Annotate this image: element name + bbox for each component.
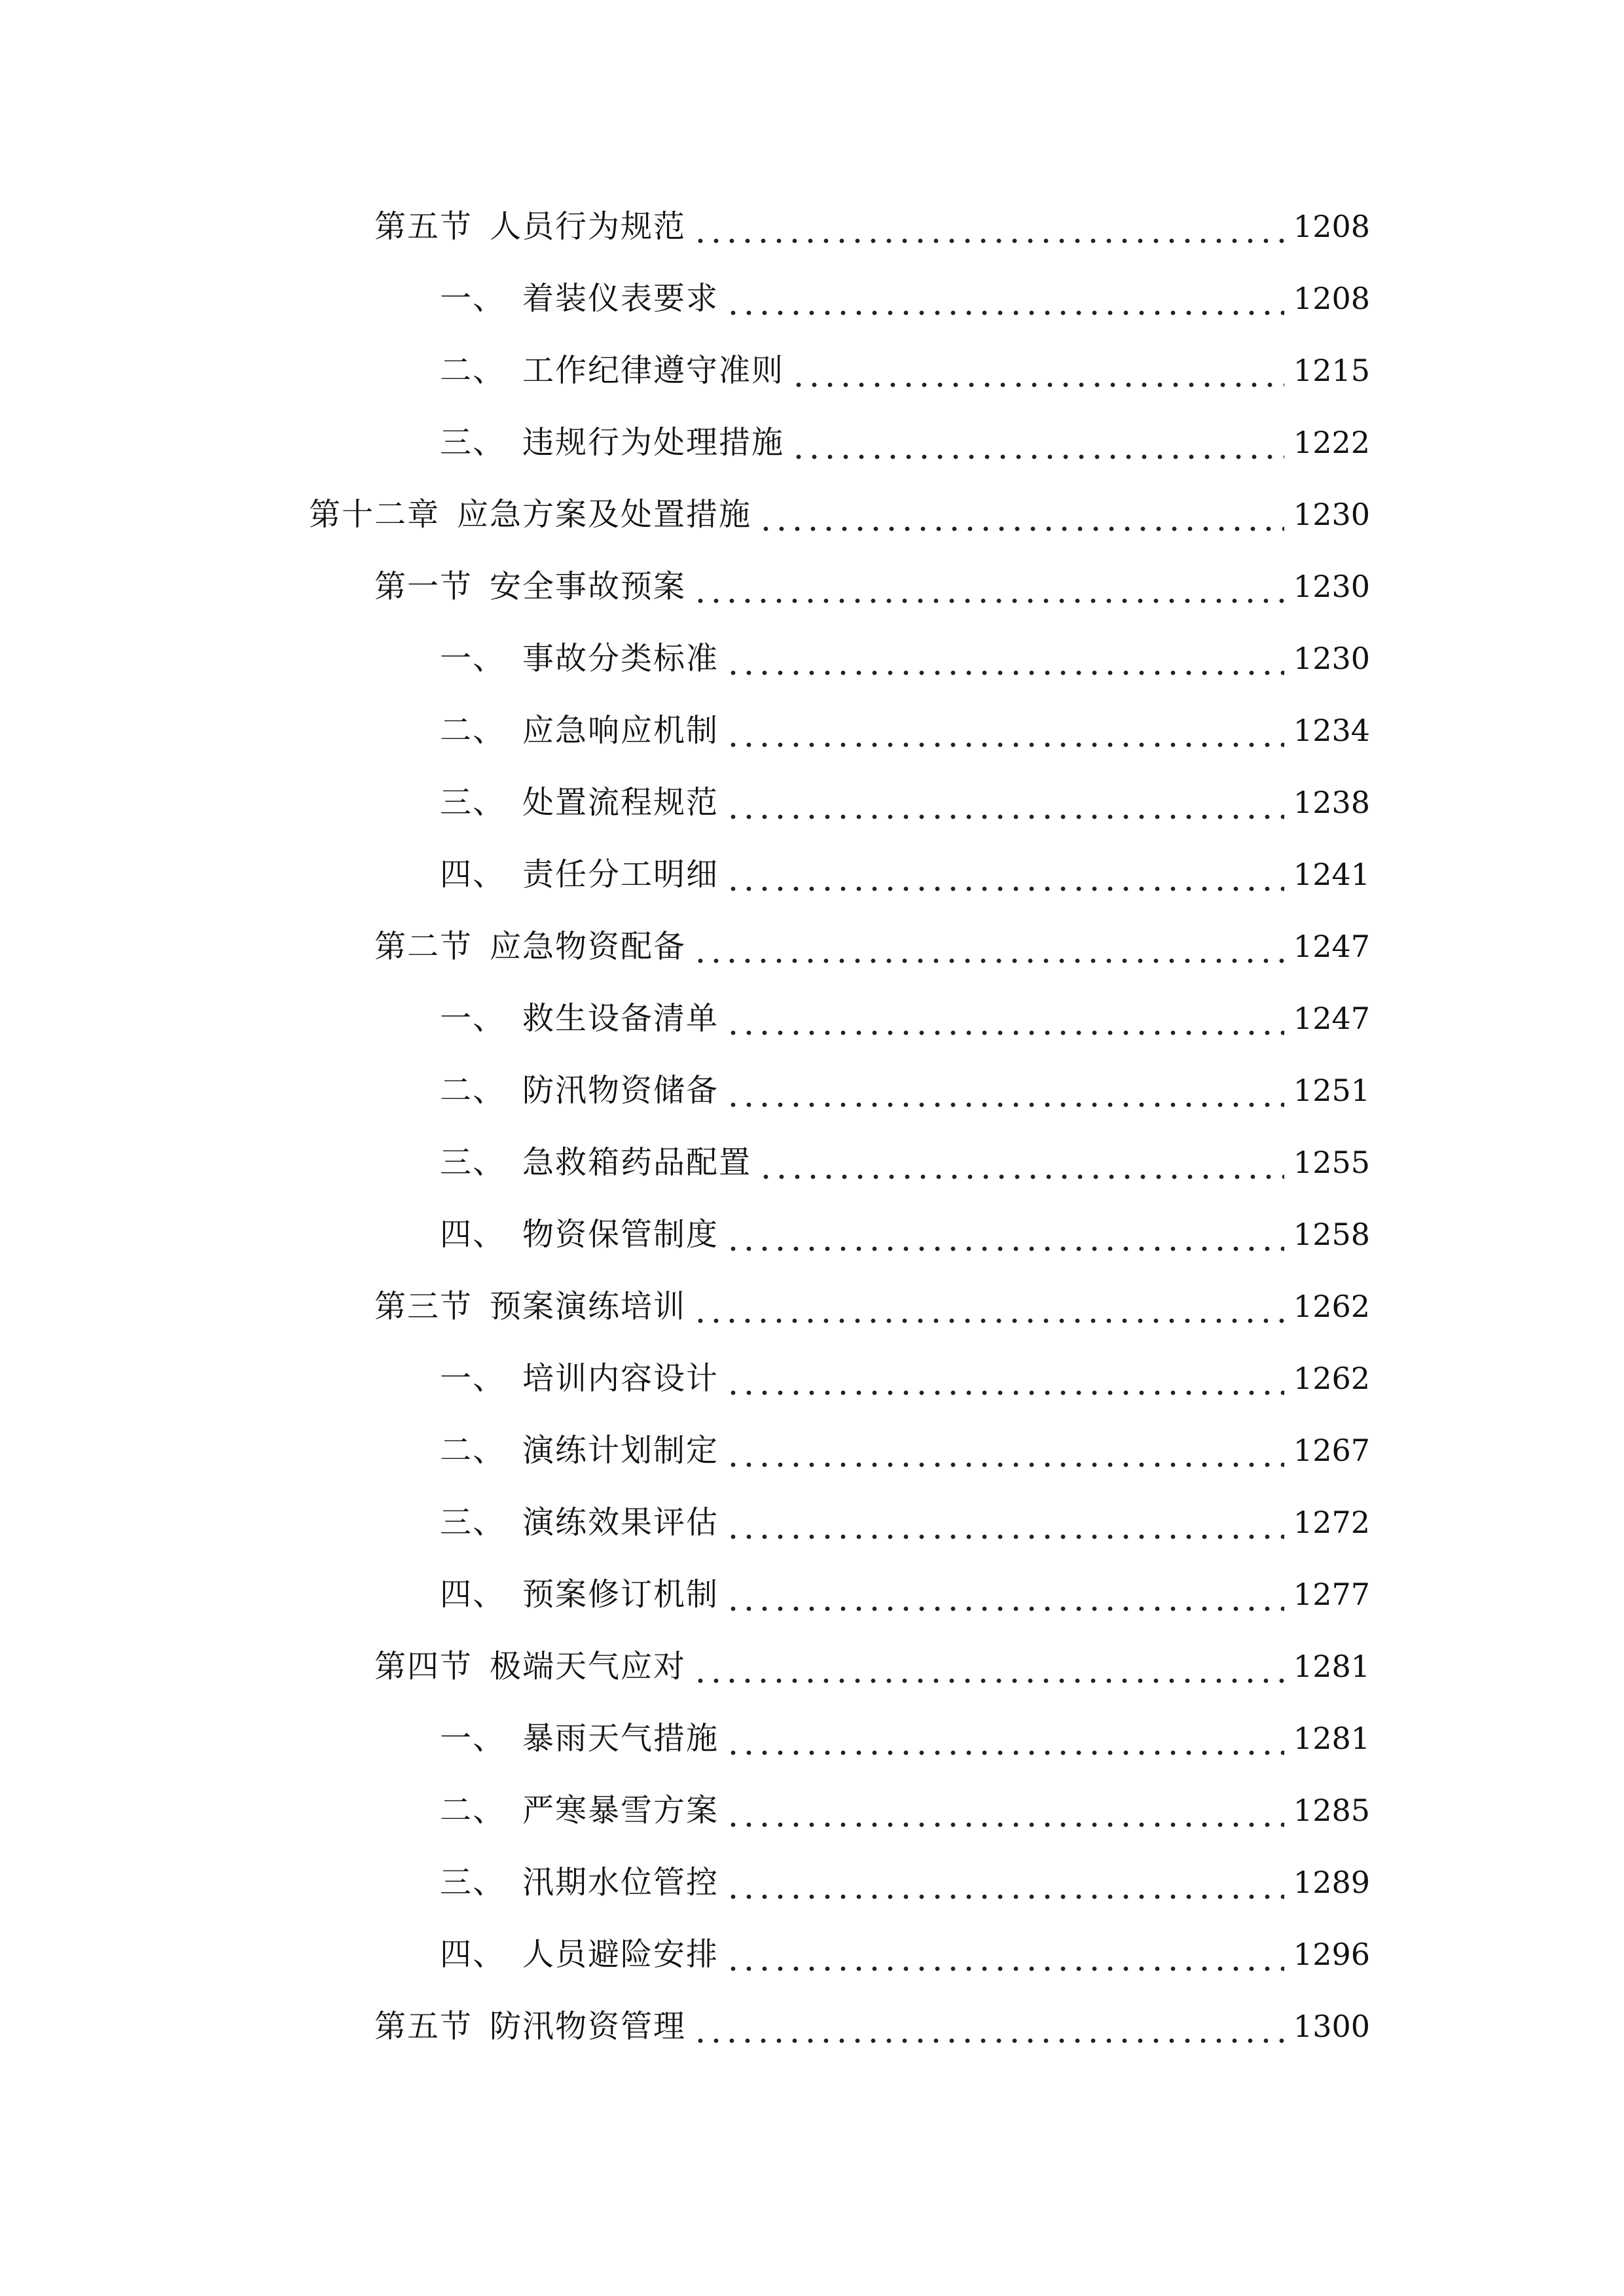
entry-title: 防汛物资储备 bbox=[522, 1072, 719, 1109]
entry-title: 演练效果评估 bbox=[522, 1504, 719, 1541]
entry-number: 第四节 bbox=[374, 1648, 473, 1685]
toc-entry[interactable] bbox=[440, 1922, 1370, 1974]
entry-page-number: 1262 bbox=[1293, 1361, 1370, 1396]
toc-entry[interactable] bbox=[374, 1994, 1370, 2046]
dot-leader bbox=[725, 279, 1284, 318]
entry-title: 处置流程规范 bbox=[522, 784, 719, 821]
entry-title: 暴雨天气措施 bbox=[522, 1720, 719, 1757]
entry-number: 一、 bbox=[440, 1360, 506, 1397]
entry-page-number: 1238 bbox=[1293, 785, 1370, 820]
entry-page-number: 1234 bbox=[1293, 713, 1370, 748]
entry-title: 应急物资配备 bbox=[490, 928, 687, 965]
entry-page-number: 1285 bbox=[1293, 1793, 1370, 1828]
entry-number: 一、 bbox=[440, 1720, 506, 1757]
entry-page-number: 1208 bbox=[1293, 281, 1370, 316]
toc-entry[interactable] bbox=[440, 770, 1370, 822]
entry-page-number: 1277 bbox=[1293, 1577, 1370, 1612]
entry-title: 违规行为处理措施 bbox=[522, 424, 785, 461]
entry-number: 二、 bbox=[440, 1432, 506, 1469]
entry-title: 工作纪律遵守准则 bbox=[522, 352, 785, 389]
entry-number: 三、 bbox=[440, 424, 506, 461]
dot-leader bbox=[725, 1431, 1284, 1470]
entry-number: 二、 bbox=[440, 1792, 506, 1829]
toc-entry[interactable] bbox=[440, 1058, 1370, 1110]
entry-title: 着装仪表要求 bbox=[522, 280, 719, 317]
toc-entry[interactable] bbox=[374, 554, 1370, 606]
dot-leader bbox=[725, 1359, 1284, 1398]
entry-number: 三、 bbox=[440, 1144, 506, 1181]
entry-title: 急救箱药品配置 bbox=[522, 1144, 752, 1181]
toc-entry[interactable] bbox=[440, 1202, 1370, 1254]
toc-entry[interactable] bbox=[374, 1634, 1370, 1686]
dot-leader bbox=[725, 1791, 1284, 1830]
dot-leader bbox=[725, 1071, 1284, 1110]
dot-leader bbox=[725, 711, 1284, 750]
entry-page-number: 1222 bbox=[1293, 425, 1370, 460]
entry-title: 预案演练培训 bbox=[490, 1288, 687, 1325]
toc-entry[interactable] bbox=[440, 1778, 1370, 1830]
entry-page-number: 1247 bbox=[1293, 1001, 1370, 1036]
dot-leader bbox=[725, 999, 1284, 1038]
dot-leader bbox=[791, 351, 1284, 390]
dot-leader bbox=[725, 1215, 1284, 1254]
toc-entry[interactable] bbox=[440, 698, 1370, 750]
entry-page-number: 1255 bbox=[1293, 1145, 1370, 1180]
entry-title: 培训内容设计 bbox=[522, 1360, 719, 1397]
entry-number: 三、 bbox=[440, 1504, 506, 1541]
entry-page-number: 1296 bbox=[1293, 1937, 1370, 1972]
toc-entry[interactable] bbox=[440, 1490, 1370, 1542]
dot-leader bbox=[758, 1143, 1284, 1182]
entry-number: 四、 bbox=[440, 856, 506, 893]
dot-leader bbox=[693, 567, 1284, 606]
entry-page-number: 1258 bbox=[1293, 1217, 1370, 1252]
entry-title: 人员避险安排 bbox=[522, 1936, 719, 1973]
entry-page-number: 1215 bbox=[1293, 353, 1370, 388]
dot-leader bbox=[725, 1863, 1284, 1902]
dot-leader bbox=[693, 1647, 1284, 1686]
toc-entry[interactable] bbox=[440, 842, 1370, 894]
dot-leader bbox=[693, 927, 1284, 966]
entry-number: 二、 bbox=[440, 352, 506, 389]
entry-title: 应急方案及处置措施 bbox=[457, 496, 752, 533]
entry-page-number: 1251 bbox=[1293, 1073, 1370, 1108]
toc-entry[interactable] bbox=[440, 1850, 1370, 1902]
entry-page-number: 1241 bbox=[1293, 857, 1370, 892]
entry-number: 三、 bbox=[440, 1864, 506, 1901]
entry-page-number: 1267 bbox=[1293, 1433, 1370, 1468]
dot-leader bbox=[725, 1935, 1284, 1974]
toc-entry[interactable] bbox=[440, 1562, 1370, 1614]
dot-leader bbox=[725, 1719, 1284, 1758]
entry-title: 极端天气应对 bbox=[490, 1648, 687, 1685]
dot-leader bbox=[693, 2007, 1284, 2046]
toc-entry[interactable] bbox=[440, 986, 1370, 1038]
entry-title: 严寒暴雪方案 bbox=[522, 1792, 719, 1829]
entry-page-number: 1262 bbox=[1293, 1289, 1370, 1324]
entry-title: 应急响应机制 bbox=[522, 712, 719, 749]
entry-page-number: 1230 bbox=[1293, 641, 1370, 676]
entry-number: 二、 bbox=[440, 712, 506, 749]
dot-leader bbox=[693, 207, 1284, 246]
toc-entry[interactable] bbox=[440, 266, 1370, 318]
entry-title: 演练计划制定 bbox=[522, 1432, 719, 1469]
entry-title: 救生设备清单 bbox=[522, 1000, 719, 1037]
dot-leader bbox=[791, 423, 1284, 462]
entry-page-number: 1281 bbox=[1293, 1649, 1370, 1684]
entry-page-number: 1281 bbox=[1293, 1721, 1370, 1756]
toc-entry[interactable] bbox=[374, 1274, 1370, 1326]
toc-entry[interactable] bbox=[440, 1130, 1370, 1182]
entry-page-number: 1230 bbox=[1293, 497, 1370, 532]
toc-entry[interactable] bbox=[309, 482, 1370, 534]
entry-number: 二、 bbox=[440, 1072, 506, 1109]
toc-entry[interactable] bbox=[440, 410, 1370, 462]
dot-leader bbox=[758, 495, 1284, 534]
toc-entry[interactable] bbox=[374, 914, 1370, 966]
entry-number: 第五节 bbox=[374, 2008, 473, 2045]
entry-page-number: 1247 bbox=[1293, 929, 1370, 964]
entry-number: 一、 bbox=[440, 640, 506, 677]
entry-number: 四、 bbox=[440, 1576, 506, 1613]
entry-number: 一、 bbox=[440, 1000, 506, 1037]
entry-number: 第二节 bbox=[374, 928, 473, 965]
entry-title: 预案修订机制 bbox=[522, 1576, 719, 1613]
entry-title: 汛期水位管控 bbox=[522, 1864, 719, 1901]
dot-leader bbox=[725, 639, 1284, 678]
entry-title: 物资保管制度 bbox=[522, 1216, 719, 1253]
entry-title: 防汛物资管理 bbox=[490, 2008, 687, 2045]
entry-number: 第十二章 bbox=[309, 496, 441, 533]
entry-page-number: 1208 bbox=[1293, 209, 1370, 244]
toc-entry[interactable] bbox=[440, 626, 1370, 678]
dot-leader bbox=[693, 1287, 1284, 1326]
dot-leader bbox=[725, 1575, 1284, 1614]
toc-entry[interactable] bbox=[440, 1706, 1370, 1758]
toc-entry[interactable] bbox=[440, 1418, 1370, 1470]
entry-page-number: 1300 bbox=[1293, 2009, 1370, 2044]
entry-title: 人员行为规范 bbox=[490, 208, 687, 245]
entry-title: 责任分工明细 bbox=[522, 856, 719, 893]
entry-page-number: 1272 bbox=[1293, 1505, 1370, 1540]
dot-leader bbox=[725, 783, 1284, 822]
entry-page-number: 1230 bbox=[1293, 569, 1370, 604]
entry-number: 三、 bbox=[440, 784, 506, 821]
dot-leader bbox=[725, 1503, 1284, 1542]
entry-title: 安全事故预案 bbox=[490, 568, 687, 605]
entry-number: 一、 bbox=[440, 280, 506, 317]
entry-number: 第一节 bbox=[374, 568, 473, 605]
dot-leader bbox=[725, 855, 1284, 894]
entry-number: 第五节 bbox=[374, 208, 473, 245]
entry-number: 四、 bbox=[440, 1936, 506, 1973]
toc-entry[interactable] bbox=[440, 338, 1370, 390]
entry-title: 事故分类标准 bbox=[522, 640, 719, 677]
entry-number: 第三节 bbox=[374, 1288, 473, 1325]
toc-entry[interactable] bbox=[374, 194, 1370, 246]
entry-number: 四、 bbox=[440, 1216, 506, 1253]
toc-entry[interactable] bbox=[440, 1346, 1370, 1398]
entry-page-number: 1289 bbox=[1293, 1865, 1370, 1900]
